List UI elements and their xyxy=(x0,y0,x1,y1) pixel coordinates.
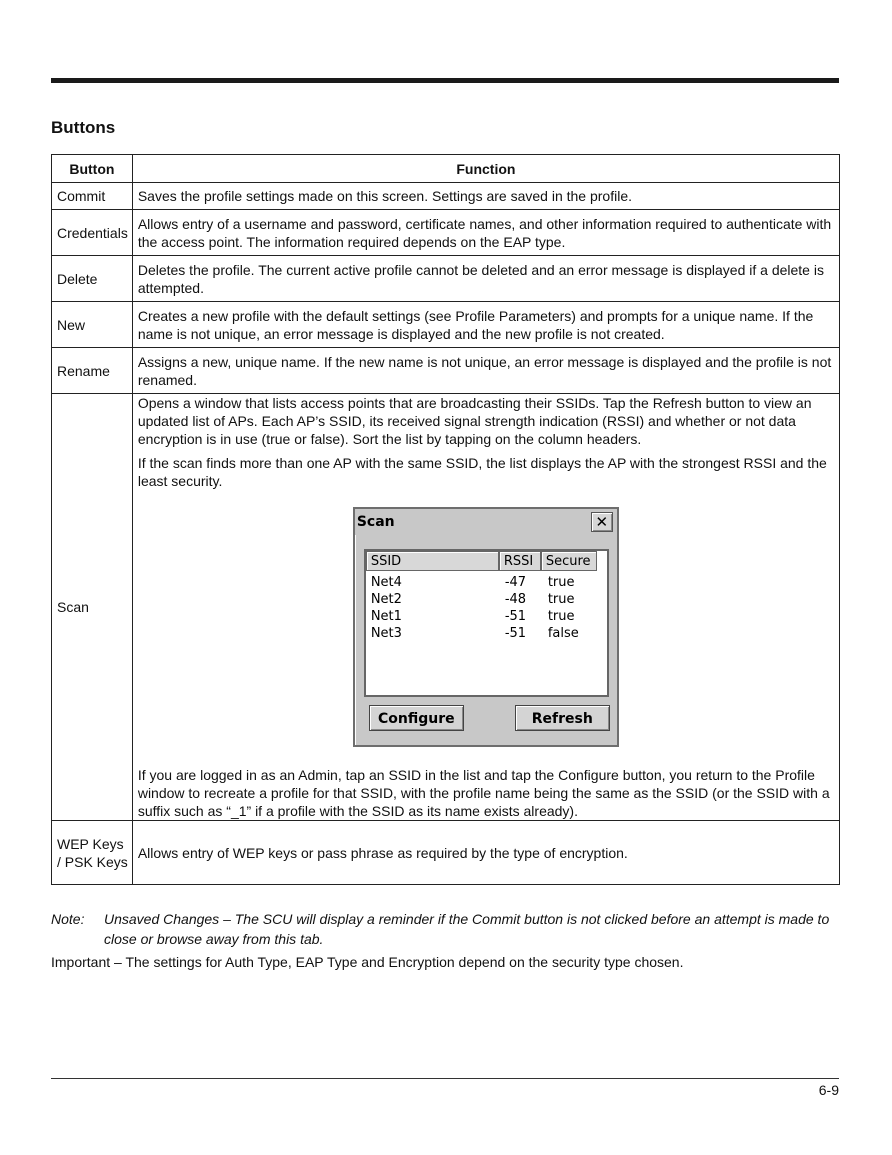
table-row-wep xyxy=(52,821,840,885)
column-header-rssi[interactable]: RSSI xyxy=(499,551,541,571)
important-text: Important – The settings for Auth Type, EAP Type and Encryption depend on the security type chosen. xyxy=(51,954,684,970)
buttons-table xyxy=(51,154,840,885)
rssi-value: -51 xyxy=(504,609,527,624)
header-function: Function xyxy=(132,155,839,183)
button-cell: Credentials xyxy=(52,210,133,256)
table-row-new xyxy=(52,302,840,348)
scan-paragraph-3: If you are logged in as an Admin, tap an SSID in the list and tap the Configure button, you return to the Profile window to recreate a profile for that SSID, with the profile name being the same as the SSID (or the SSID with a suffix such as “_1” if a profile with the SSID as its name exists already). xyxy=(137,767,830,819)
button-cell: Delete xyxy=(52,256,133,302)
ssid-value: Net3 xyxy=(370,626,402,641)
dialog-title: Scan xyxy=(356,514,395,530)
list-item[interactable] xyxy=(366,625,607,642)
note xyxy=(51,909,841,949)
function-cell: Deletes the profile. The current active profile cannot be deleted and an error message is displayed if a delete is attempted. xyxy=(132,256,839,302)
header-button: Button xyxy=(52,155,133,183)
table-row-commit xyxy=(52,183,840,210)
table-row-delete xyxy=(52,256,840,302)
function-cell: Allows entry of WEP keys or pass phrase as required by the type of encryption. xyxy=(132,821,839,885)
rssi-value: -47 xyxy=(504,575,527,590)
secure-value: true xyxy=(547,575,575,590)
scan-paragraph-2: If the scan finds more than one AP with the same SSID, the list displays the AP with the strongest RSSI and the least security. xyxy=(137,455,827,489)
rssi-value: -51 xyxy=(504,626,527,641)
secure-value: true xyxy=(547,592,575,607)
list-item[interactable] xyxy=(366,574,607,591)
note-label: Note: xyxy=(51,911,85,927)
list-item[interactable] xyxy=(366,591,607,608)
bottom-rule xyxy=(51,1078,839,1079)
button-cell: Commit xyxy=(52,183,133,210)
ssid-value: Net4 xyxy=(370,575,402,590)
table-row-rename xyxy=(52,348,840,394)
column-header-ssid[interactable]: SSID xyxy=(366,551,499,571)
scan-paragraph-1: Opens a window that lists access points that are broadcasting their SSIDs. Tap the Refresh button to view an updated list of APs. Each AP’s SSID, its received signal strength indication (RSSI) and whether or not data encryption is in use (true or false). Sort the list by tapping on the column headers. xyxy=(137,395,812,447)
table-header-row xyxy=(52,155,840,183)
list-item[interactable] xyxy=(366,608,607,625)
ssid-value: Net2 xyxy=(370,592,402,607)
dialog-title-bar xyxy=(355,509,617,535)
configure-button[interactable]: Configure xyxy=(369,705,464,731)
top-rule xyxy=(51,78,839,83)
function-cell: Allows entry of a username and password, certificate names, and other information required to authenticate with the access point. The information required depends on the EAP type. xyxy=(132,210,839,256)
function-cell xyxy=(132,394,839,821)
ssid-value: Net1 xyxy=(370,609,402,624)
page-number: 6-9 xyxy=(818,1082,839,1098)
table-row-scan xyxy=(52,394,840,821)
list-rows xyxy=(366,574,607,642)
button-cell: Scan xyxy=(52,394,133,821)
refresh-button[interactable]: Refresh xyxy=(515,705,610,731)
secure-value: true xyxy=(547,609,575,624)
section-title: Buttons xyxy=(51,118,116,137)
secure-value: false xyxy=(547,626,579,641)
button-cell: WEP Keys / PSK Keys xyxy=(52,821,133,885)
close-icon[interactable]: ✕ xyxy=(591,512,613,532)
scan-screenshot-area xyxy=(138,490,835,766)
scan-dialog xyxy=(353,507,619,747)
list-header xyxy=(366,551,607,573)
note-line-1: Unsaved Changes – The SCU will display a reminder if the Commit button is not clicked before an attempt is made to xyxy=(104,911,830,927)
column-header-secure[interactable]: Secure xyxy=(541,551,597,571)
button-cell: Rename xyxy=(52,348,133,394)
button-cell: New xyxy=(52,302,133,348)
note-line-2: close or browse away from this tab. xyxy=(104,931,324,947)
function-cell: Creates a new profile with the default settings (see Profile Parameters) and prompts for a unique name. If the name is not unique, an error message is displayed and the new profile is not created. xyxy=(132,302,839,348)
rssi-value: -48 xyxy=(504,592,527,607)
function-cell: Saves the profile settings made on this screen. Settings are saved in the profile. xyxy=(132,183,839,210)
table-row-credentials xyxy=(52,210,840,256)
ap-list[interactable] xyxy=(364,549,609,697)
function-cell: Assigns a new, unique name. If the new name is not unique, an error message is displayed and the profile is not renamed. xyxy=(132,348,839,394)
